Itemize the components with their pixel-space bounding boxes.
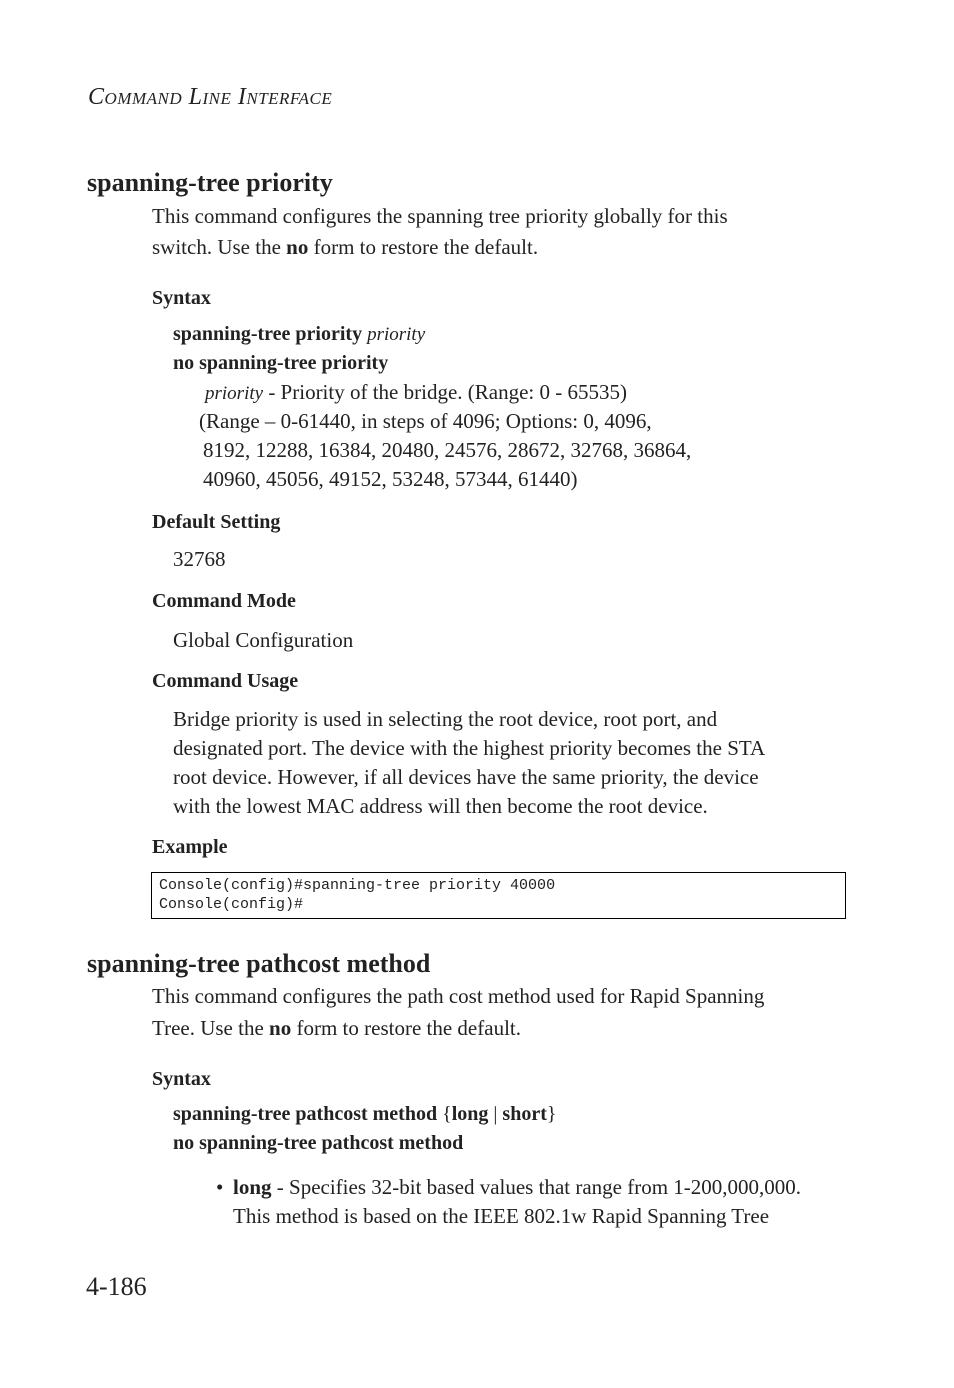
usage-line: Bridge priority is used in selecting the root device, root port, and bbox=[173, 707, 718, 731]
syntax-command-text: spanning-tree pathcost method bbox=[173, 1103, 443, 1125]
syntax-command bbox=[173, 1103, 556, 1126]
default-heading: Default Setting bbox=[152, 511, 281, 533]
running-header-part: NTERFACE bbox=[246, 89, 333, 108]
syntax-parameter: priority bbox=[367, 324, 426, 345]
parameter-description bbox=[205, 380, 627, 405]
intro-text: switch. Use the bbox=[152, 235, 287, 259]
running-header-initial: C bbox=[88, 84, 105, 110]
intro-line bbox=[152, 1014, 521, 1043]
parameter-range: (Range – 0-61440, in steps of 4096; Options: 0, 4096, bbox=[199, 409, 652, 433]
syntax-brace: } bbox=[546, 1103, 557, 1125]
syntax-brace: { bbox=[442, 1103, 452, 1125]
example-heading: Example bbox=[152, 836, 228, 858]
default-value: 32768 bbox=[173, 547, 226, 571]
syntax-heading: Syntax bbox=[152, 287, 211, 309]
page-number: 4-186 bbox=[86, 1272, 147, 1301]
syntax-heading: Syntax bbox=[152, 1068, 211, 1090]
running-header-initial: L bbox=[188, 84, 203, 110]
bullet-keyword: long bbox=[233, 1175, 272, 1199]
section-title: spanning-tree priority bbox=[87, 168, 333, 197]
bullet-marker: • bbox=[216, 1175, 224, 1199]
intro-text: form to restore the default. bbox=[308, 235, 539, 259]
syntax-option: short bbox=[502, 1103, 547, 1125]
usage-line: with the lowest MAC address will then become the root device. bbox=[173, 794, 708, 818]
code-line: Console(config)#spanning-tree priority 40000 bbox=[159, 877, 556, 894]
intro-text: Tree. Use the bbox=[152, 1016, 270, 1040]
mode-value: Global Configuration bbox=[173, 628, 354, 652]
parameter-range: 8192, 12288, 16384, 20480, 24576, 28672, 32768, 36864, bbox=[203, 438, 692, 462]
syntax-command bbox=[173, 323, 425, 346]
bullet-line: This method is based on the IEEE 802.1w Rapid Spanning Tree bbox=[233, 1204, 770, 1228]
syntax-option: long bbox=[451, 1103, 489, 1125]
intro-text: form to restore the default. bbox=[291, 1016, 521, 1040]
usage-line: designated port. The device with the highest priority becomes the STA bbox=[173, 736, 766, 760]
intro-line bbox=[152, 233, 538, 262]
syntax-no-command: no spanning-tree pathcost method bbox=[173, 1132, 464, 1154]
parameter-name: priority bbox=[205, 383, 264, 404]
syntax-no-command: no spanning-tree priority bbox=[173, 352, 389, 374]
syntax-command-text: spanning-tree priority bbox=[173, 323, 368, 345]
mode-heading: Command Mode bbox=[152, 590, 296, 612]
parameter-text: - Priority of the bridge. (Range: 0 - 65535) bbox=[263, 380, 627, 404]
running-header-part: OMMAND bbox=[104, 89, 183, 108]
running-header-part: INE bbox=[202, 89, 232, 108]
usage-heading: Command Usage bbox=[152, 670, 299, 692]
syntax-separator: | bbox=[488, 1103, 503, 1125]
example-code-block bbox=[151, 872, 846, 919]
intro-line: This command configures the path cost method used for Rapid Spanning bbox=[152, 984, 765, 1008]
intro-keyword: no bbox=[269, 1016, 292, 1040]
usage-line: root device. However, if all devices have the same priority, the device bbox=[173, 765, 759, 789]
running-header bbox=[88, 84, 332, 111]
parameter-range: 40960, 45056, 49152, 53248, 57344, 61440) bbox=[203, 467, 578, 491]
code-line: Console(config)# bbox=[159, 896, 304, 913]
intro-line: This command configures the spanning tree priority globally for this bbox=[152, 204, 728, 228]
section-title: spanning-tree pathcost method bbox=[87, 949, 431, 978]
running-header-initial: I bbox=[237, 84, 247, 110]
intro-keyword: no bbox=[286, 235, 309, 259]
bullet-text: - Specifies 32-bit based values that range from 1-200,000,000. bbox=[271, 1175, 802, 1199]
bullet-item bbox=[233, 1175, 801, 1200]
